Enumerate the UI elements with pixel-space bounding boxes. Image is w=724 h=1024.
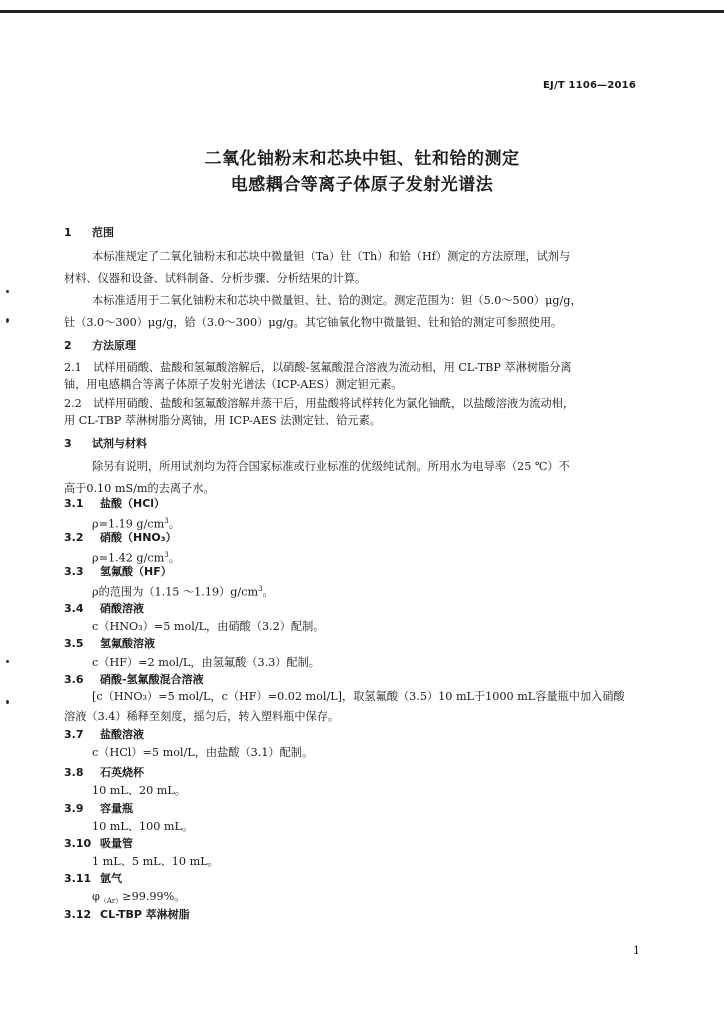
- s2-para2-line2: 用 CL-TBP 萃淋树脂分离铀，用 ICP-AES 法测定钍、铪元素。: [64, 414, 381, 427]
- item-3-9-heading: 3.9 容量瓶: [64, 802, 133, 815]
- standard-number: EJ/T 1106—2016: [543, 80, 636, 91]
- item-3-7-heading: 3.7 盐酸溶液: [64, 728, 144, 741]
- s1-para1-line2: 材料、仪器和设备、试料制备、分析步骤、分析结果的计算。: [64, 272, 367, 285]
- item-3-2-heading: 3.2 硝酸（HNO₃）: [64, 531, 177, 544]
- item-3-4-heading: 3.4 硝酸溶液: [64, 602, 144, 615]
- item-3-10-detail: 1 mL、5 mL、10 mL。: [92, 855, 219, 868]
- scan-speck: [6, 318, 9, 323]
- page-number: 1: [633, 944, 640, 957]
- s3-para1-line2: 高于0.10 mS/m的去离子水。: [64, 482, 215, 495]
- item-3-6-heading: 3.6 硝酸-氢氟酸混合溶液: [64, 673, 204, 686]
- item-3-8-detail: 10 mL、20 mL。: [92, 784, 187, 797]
- item-3-6-detail-line2: 溶液（3.4）稀释至刻度，摇匀后，转入塑料瓶中保存。: [64, 710, 340, 723]
- s2-para2-line1: 2.2 试样用硝酸、盐酸和氢氟酸溶解并蒸干后，用盐酸将试样转化为氯化铀酰，以盐酸溶液为流动相，: [64, 397, 575, 410]
- item-3-5-detail: c（HF）=2 mol/L，由氢氟酸（3.3）配制。: [92, 656, 320, 669]
- s1-para2-line2: 钍（3.0～300）μg/g，铪（3.0～300）μg/g。其它铀氧化物中微量钽、钍和铪的测定可参照使用。: [64, 316, 563, 329]
- item-3-10-heading: 3.10 吸量管: [64, 837, 133, 850]
- item-3-3-heading: 3.3 氢氟酸（HF）: [64, 565, 172, 578]
- item-3-5-heading: 3.5 氢氟酸溶液: [64, 637, 155, 650]
- item-3-2-detail: ρ=1.42 $g/cm^3$。: [92, 551, 180, 565]
- top-rule: [0, 10, 724, 13]
- item-3-1-detail: ρ=1.19 $g/cm^3$。: [92, 517, 180, 531]
- item-3-8-heading: 3.8 石英烧杯: [64, 766, 144, 779]
- item-3-6-detail-line1: [c（HNO₃）=5 mol/L，c（HF）=0.02 mol/L]，取氢氟酸（3.5）10 mL于1000 mL容量瓶中加入硝酸: [92, 690, 625, 703]
- item-3-7-detail: c（HCl）=5 mol/L，由盐酸（3.1）配制。: [92, 746, 314, 759]
- item-3-11-detail: $\varphi_{(Ar)}\ge 99.99\%$。: [92, 890, 186, 906]
- scan-speck: [6, 290, 9, 293]
- item-3-9-detail: 10 mL、100 mL。: [92, 820, 194, 833]
- item-3-1-heading: 3.1 盐酸（HCl）: [64, 497, 166, 510]
- item-3-3-detail: ρ的范围为（1.15 $\sim 1.19)g/cm^3$。: [92, 585, 274, 599]
- s2-para1-line2: 铀，用电感耦合等离子体原子发射光谱法（ICP-AES）测定钽元素。: [64, 378, 403, 391]
- section-1-heading: 1 范围: [64, 226, 114, 239]
- s3-para1-line1: 除另有说明，所用试剂均为符合国家标准或行业标准的优级纯试剂。所用水为电导率（25 ℃）不: [92, 460, 570, 473]
- document-title-line1: 二氧化铀粉末和芯块中钽、钍和铪的测定: [204, 149, 520, 169]
- section-3-heading: 3 试剂与材料: [64, 437, 147, 450]
- section-2-heading: 2 方法原理: [64, 339, 136, 352]
- s1-para1-line1: 本标准规定了二氧化铀粉末和芯块中微量钽（Ta）钍（Th）和铪（Hf）测定的方法原理，试剂与: [92, 250, 571, 263]
- item-3-12-heading: 3.12 CL-TBP 萃淋树脂: [64, 908, 190, 921]
- document-title-line2: 电感耦合等离子体原子发射光谱法: [230, 175, 494, 195]
- s1-para2-line1: 本标准适用于二氧化铀粉末和芯块中微量钽、钍、铪的测定。测定范围为：钽（5.0～500）μg/g，: [92, 294, 582, 307]
- item-3-11-heading: 3.11 氩气: [64, 872, 122, 885]
- s2-para1-line1: 2.1 试样用硝酸、盐酸和氢氟酸溶解后，以硝酸-氢氟酸混合溶液为流动相，用 CL-TBP 萃淋树脂分离: [64, 361, 572, 374]
- item-3-4-detail: c（HNO₃）=5 mol/L，由硝酸（3.2）配制。: [92, 620, 325, 633]
- scan-speck: [6, 660, 9, 663]
- scan-speck: [6, 700, 9, 704]
